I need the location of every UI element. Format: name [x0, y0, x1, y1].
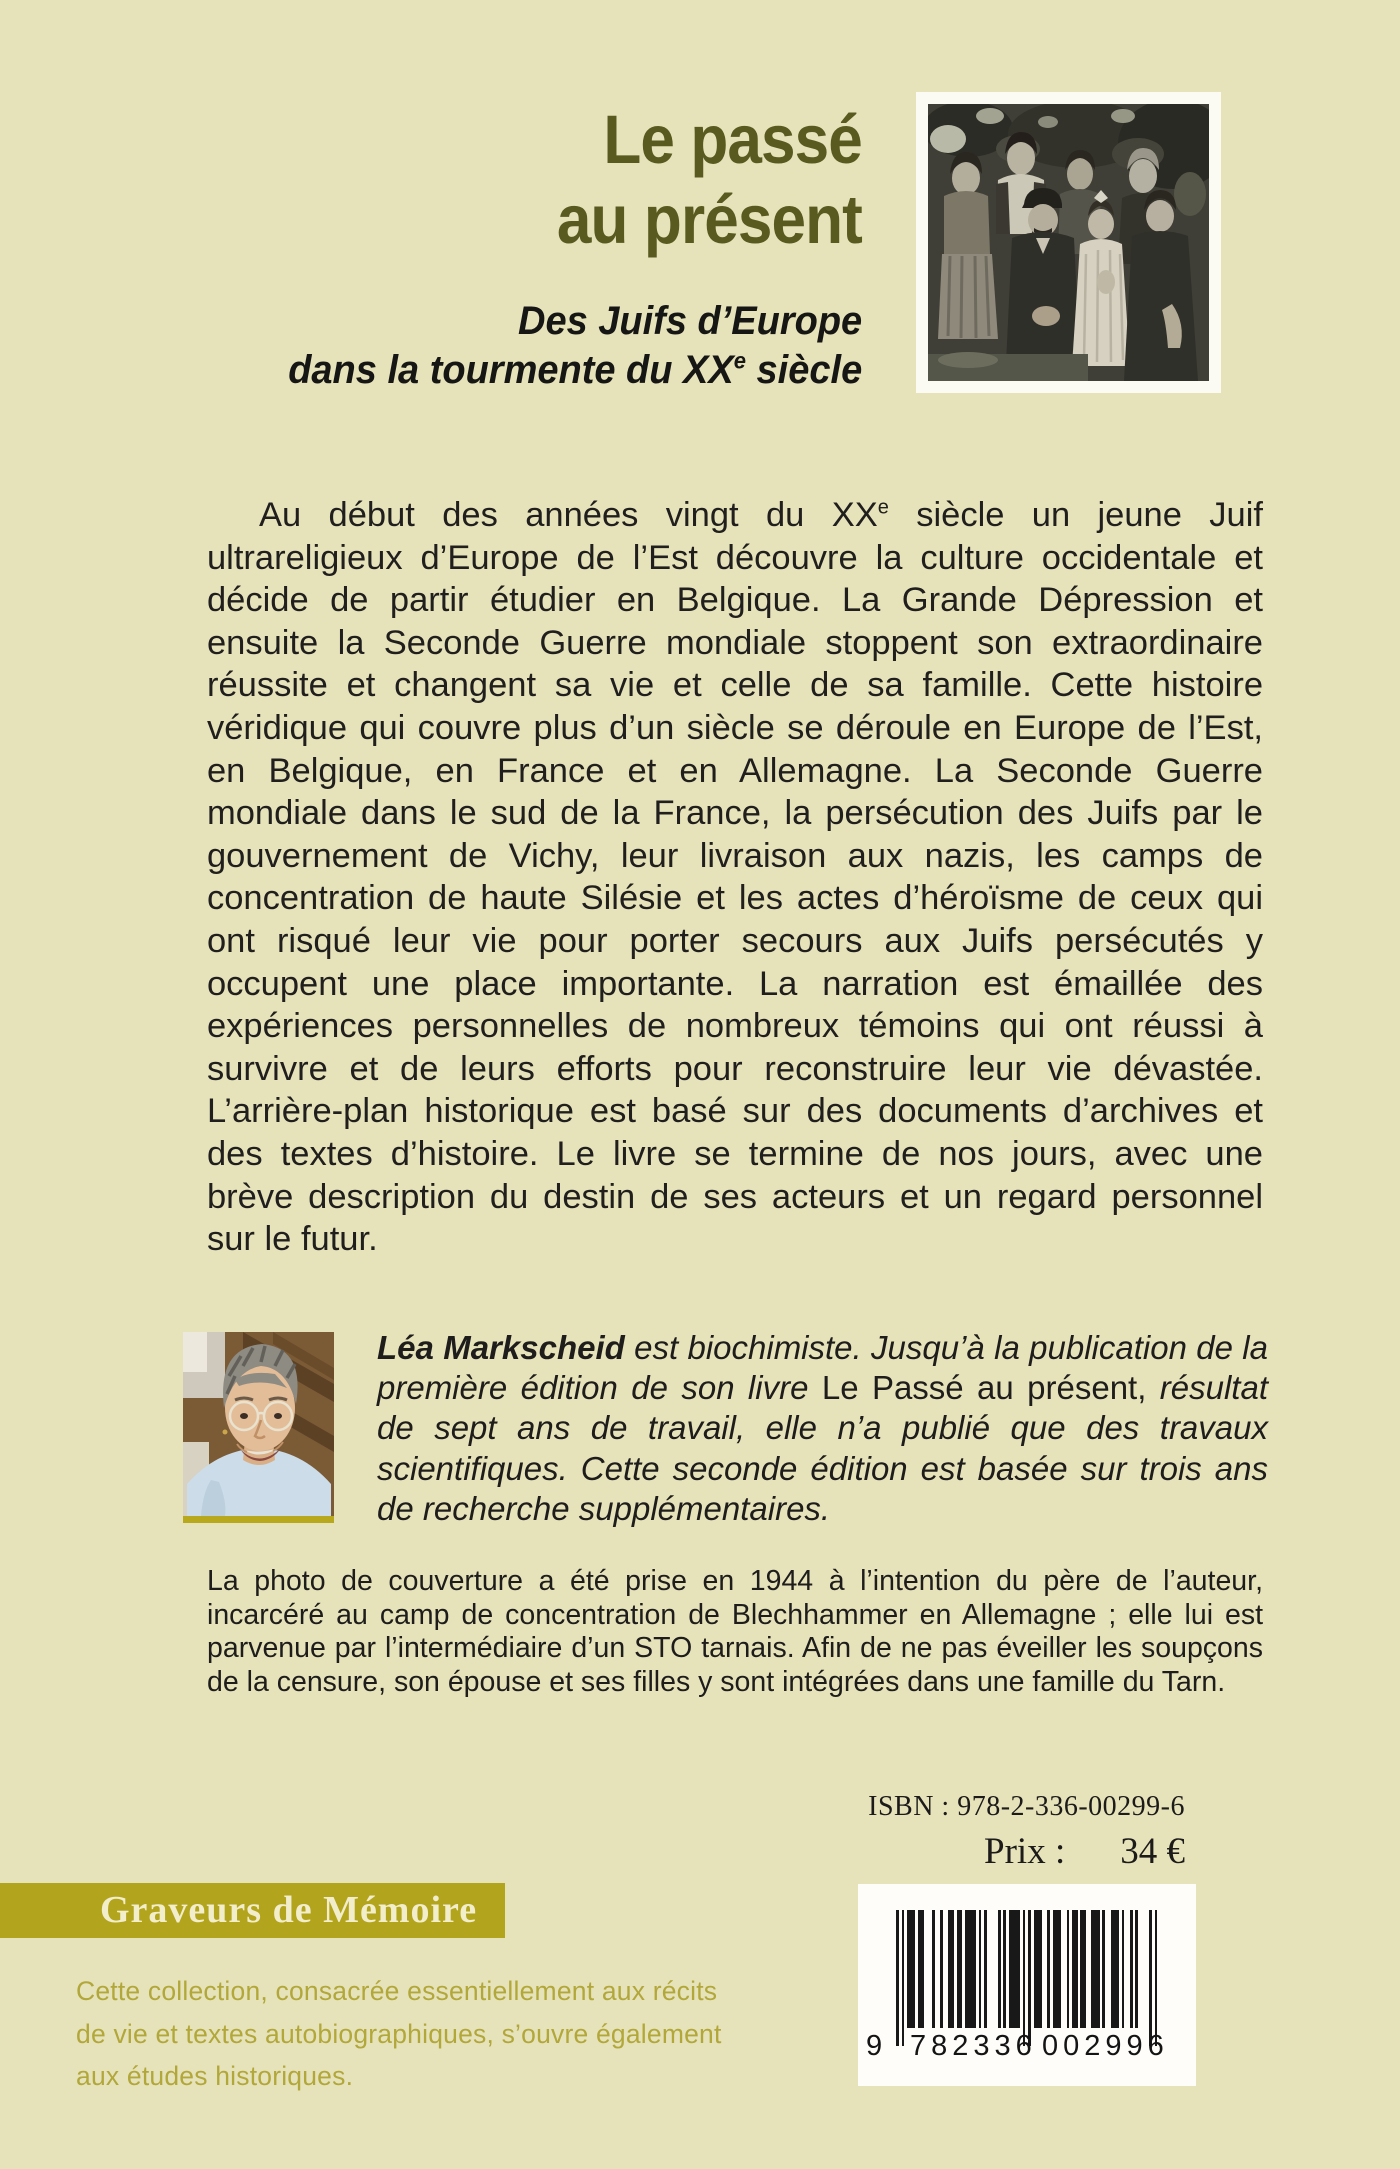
author-bio: Léa Markscheid est biochimiste. Jusqu’à la publication de la première édition de son livre Le Passé au présent, résultat de sept ans de travail, elle n’a publié que des travaux scientifiques. Cette seconde édition est basée sur trois ans de recherche supplémentaires. — [377, 1329, 1268, 1527]
century-superscript: e — [733, 347, 746, 374]
price-value: 34 € — [1120, 1831, 1185, 1872]
author-photo-underline — [183, 1516, 334, 1523]
barcode-digit-group-3: 002996 — [1042, 2030, 1169, 2062]
book-title-line1: Le passé — [603, 101, 862, 178]
barcode-bars — [896, 1910, 1157, 2046]
book-subtitle-line2: dans la tourmente du XXe siècle — [288, 347, 862, 392]
synopsis-text: Au début des années vingt du XXe siècle un jeune Juif ultrareligieux d’Europe de l’Est découvre la culture occidentale et décide de partir étudier en Belgique. La Grande Dépression et ensuite la Seconde Guerre mondiale stoppent son extraordinaire réussite et changent sa vie et celle de sa famille. Cette histoire véridique qui couvre plus d’un siècle se déroule en Europe de l’Est, en Belgique, en France et en Allemagne. La Seconde Guerre mondiale dans le sud de la France, la persécution des Juifs par le gouvernement de Vichy, leur livraison aux nazis, les camps de concentration de haute Silésie et les actes d’héroïsme de ceux qui ont risqué leur vie pour porter secours aux Juifs persécutés y occupent une place importante. La narration est émaillée des expériences personnelles de nombreux témoins qui ont réussi à survivre et de leurs efforts pour reconstruire leur vie dévastée. L’arrière-plan historique est basé sur des documents d’archives et des textes d’histoire. Le livre se termine de nos jours, avec une brève description du destin de ses acteurs et un regard personnel sur le futur. — [207, 496, 1263, 1259]
price-line — [984, 1830, 1185, 1873]
isbn-line: ISBN : 978-2-336-00299-6 — [868, 1791, 1185, 1822]
barcode-digit-group-2: 782336 — [910, 2030, 1037, 2062]
collection-name: Graveurs de Mémoire — [100, 1889, 478, 1931]
book-title — [557, 100, 862, 260]
cover-family-photo — [916, 92, 1221, 393]
barcode — [858, 1884, 1196, 2086]
price-label: Prix : — [984, 1831, 1066, 1872]
book-reference: Le Passé au présent, — [821, 1369, 1147, 1407]
author-photo — [183, 1332, 334, 1516]
author-portrait-image — [183, 1332, 334, 1516]
book-subtitle-line1: Des Juifs d’Europe — [517, 299, 862, 343]
century-superscript: e — [877, 496, 889, 519]
collection-description: Cette collection, consacrée essentiellement aux récits de vie et textes autobiographiques, s’ouvre également aux études historiques. — [76, 1976, 722, 2091]
author-name: Léa Markscheid — [377, 1329, 625, 1366]
family-photo-image — [928, 104, 1209, 381]
book-title-line2: au présent — [556, 181, 862, 258]
barcode-digit-group-1: 9 — [866, 2030, 888, 2062]
cover-photo-note: La photo de couverture a été prise en 1944 à l’intention du père de l’auteur, incarcéré au camp de concentration de Blechhammer en Allemagne ; elle lui est parvenue par l’intermédiaire d’un STO tarnais. Afin de ne pas éveiller les soupçons de la censure, son épouse et ses filles y sont intégrées dans une famille du Tarn. — [207, 1565, 1263, 1698]
collection-band — [0, 1883, 505, 1938]
book-subtitle — [288, 297, 862, 395]
